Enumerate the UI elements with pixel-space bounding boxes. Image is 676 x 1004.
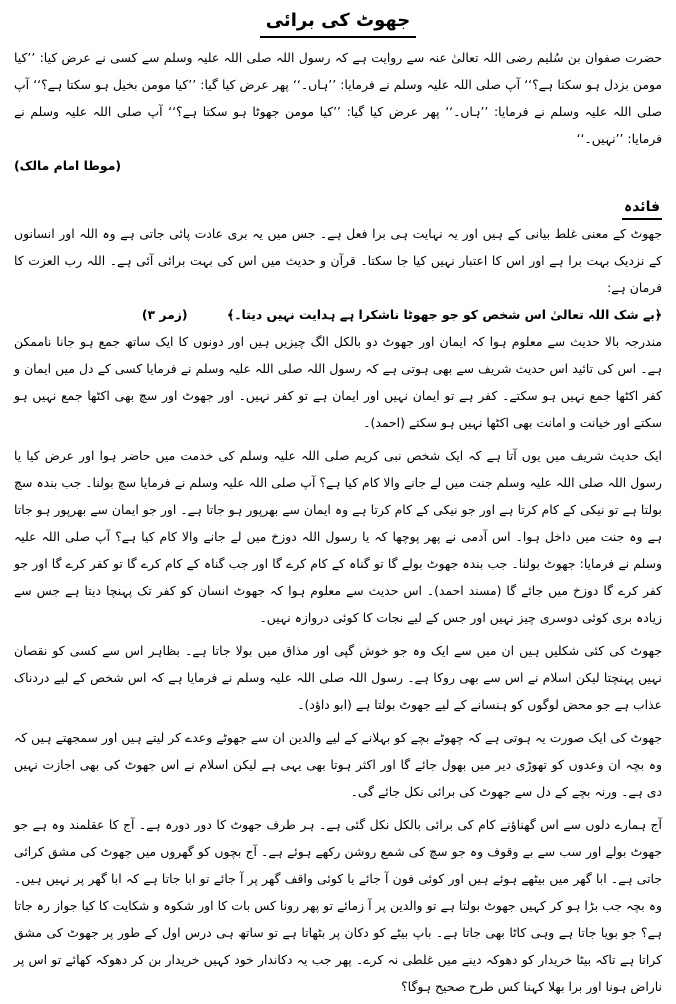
hadith-paragraph: حضرت صفوان بن سُلیم رضی اللہ تعالیٰ عنہ سے روایت ہے کہ رسول اللہ صلی اللہ علیہ وسلم سے کسی نے عرض کیا: ’’کیا مومن بزدل ہو سکتا ہے؟‘‘ آپ صلی اللہ علیہ وسلم نے فرمایا: ’’ہاں۔‘‘ پھر عرض کیا گیا: ’’کیا مومن بخیل ہو سکتا ہے؟‘‘ آپ صلی اللہ علیہ وسلم نے فرمایا: ’’ہاں۔‘‘ پھر عرض کیا گیا: ’’کیا مومن جھوٹا ہو سکتا ہے؟‘‘ آپ صلی اللہ علیہ وسلم نے فرمایا: ’’نہیں۔‘‘ (14, 50, 662, 146)
source-line (14, 152, 662, 179)
page-title: جھوٹ کی برائی (260, 6, 417, 38)
paragraph-4-reference: (ابو داؤد)۔ (297, 697, 352, 712)
title-container (14, 6, 662, 44)
explanation-paragraph-6: آج ہمارے دلوں سے اس گھناؤنے کام کی برائی بالکل نکل گئی ہے۔ ہر طرف جھوٹ کا دور دورہ ہے۔ آج کا عقلمند وہ ہے جو جھوٹ بولے اور سب سے بے وقوف وہ جو سچ کی شمع روشن رکھے ہوئے ہے۔ آج بچوں کو گھروں میں جھوٹ کی مشق کرائی جاتی ہے۔ ابا گھر میں بیٹھے ہوئے ہیں اور کوئی فون آ جائے یا کوئی واقف گھر پر آ جائے تو ابا جاتا ہے کہ ابا گھر پر نہیں ہیں۔ وہ بچہ جب بڑا ہو کر کہیں جھوٹ بولتا ہے تو والدین پر آ زمائے تو پھر رونا کس بات کا اور شکوہ و شکایت کا کیا جواز رہ جاتا ہے؟ جو بویا جاتا ہے وہی کاٹا بھی جاتا ہے۔ باپ بیٹے کو دکان پر بٹھاتا ہے تو ساتھ ہی درس اول کے طور پر جھوٹ کی مشق کراتا ہے تاکہ بیٹا خریدار کو دھوکہ دینے میں غلطی نہ کرے۔ پھر جب یہ دکاندار خود کہیں خریدار بن کر دھوکہ کھائے تو اس پر ناراض ہونا اور برا بھلا کہنا کس طرح صحیح ہوگا؟ (14, 817, 662, 994)
fawaid-heading: فائدہ (622, 196, 662, 220)
quran-verse: ﴿بے شک اللہ تعالیٰ اس شخص کو جو جھوٹا ناشکرا ہے ہدایت نہیں دیتا۔﴾ (226, 307, 662, 322)
paragraph-4-text: جھوٹ کی کئی شکلیں ہیں ان میں سے ایک وہ جو خوش گپی اور مذاق میں بولا جاتا ہے۔ بظاہر اس سے کسی کو نقصان نہیں پہنچتا لیکن اسلام نے اس سے بھی روکا ہے۔ رسول اللہ صلی اللہ علیہ وسلم نے فرمایا ہے کہ اس شخص کے لیے دردناک عذاب ہے جو محض لوگوں کو ہنسانے کے لیے جھوٹ بولتا ہے (14, 643, 662, 712)
explanation-paragraph-4 (14, 637, 662, 718)
hadith-source: (موطا امام مالک) (14, 158, 122, 173)
explanation-paragraph-1: جھوٹ کے معنی غلط بیانی کے ہیں اور یہ نہایت ہی برا فعل ہے۔ جس میں یہ بری عادت پائی جاتی ہے وہ اللہ اور انسانوں کے نزدیک بہت برا ہے اور اس کا اعتبار نہیں کیا جا سکتا۔ قرآن و حدیث میں اس کی بہت برائی آئی ہے۔ اللہ رب العزت کا فرمان ہے: (14, 226, 662, 295)
explanation-paragraph-5: جھوٹ کی ایک صورت یہ ہوتی ہے کہ چھوٹے بچے کو بہلانے کے لیے والدین ان سے جھوٹے وعدے کر لیتے ہیں اور سمجھتے ہیں کہ وہ بچہ ان وعدوں کو تھوڑی دیر میں بھول جائے گا اور اکثر ہوتا بھی یہی ہے لیکن اسلام نے اس جھوٹ کی بھی اجازت نہیں دی ہے۔ ورنہ بچے کے دل سے جھوٹ کی برائی نکل جائے گی۔ (14, 730, 662, 799)
explanation-paragraph-3: ایک حدیث شریف میں یوں آتا ہے کہ ایک شخص نبی کریم صلی اللہ علیہ وسلم کی خدمت میں حاضر ہوا اور عرض کیا یا رسول اللہ صلی اللہ علیہ وسلم جنت میں لے جانے والا کام کیا ہے؟ آپ صلی اللہ علیہ وسلم نے فرمایا سچ بولنا۔ جب بندہ سچ بولتا ہے تو نیکی کے کام کرتا ہے اور جو نیکی کے کام کرتا ہے وہ ایمان سے بھرپور ہو جاتا ہے۔ اور جو ایمان سے بھرپور ہو جاتا ہے وہ جنت میں داخل ہوا۔ اس آدمی نے پھر پوچھا کہ یا رسول اللہ دوزخ میں لے جانے والا کام کیا ہے؟ آپ صلی اللہ علیہ وسلم نے فرمایا: جھوٹ بولنا۔ جب بندہ جھوٹ بولے گا تو گناہ کے کام کرے گا اور جب گناہ کے کام کرے گا تو کفر کرے گا اور جو کفر کرے گا دوزخ میں جائے گا (مسند احمد)۔ اس حدیث سے معلوم ہوا کہ جھوٹ انسان کو کفر تک پہنچا دیتا ہے جس سے زیادہ بری کوئی دوسری چیز نہیں اور جس کے لیے نجات کا کوئی دروازہ نہیں۔ (14, 448, 662, 625)
explanation-paragraph-2: مندرجہ بالا حدیث سے معلوم ہوا کہ ایمان اور جھوٹ دو بالکل الگ چیزیں ہیں اور دونوں کا ایک ساتھ جمع ہو جانا ناممکن ہے۔ اس کی تائید اس حدیث شریف سے بھی ہوتی ہے کہ رسول اللہ صلی اللہ علیہ وسلم نے فرمایا کسی کے دل میں ایمان و کفر اکٹھا جمع نہیں ہو سکتے۔ کفر ہے تو ایمان نہیں اور ایمان ہے تو کفر نہیں۔ اور جھوٹ اور سچ بھی اکٹھا جمع نہیں ہو سکتے اور خیانت و امانت بھی اکٹھا نہیں ہو سکتے (احمد)۔ (14, 334, 662, 430)
document-page (14, 6, 662, 1000)
verse-reference: (زمر ۳) (141, 307, 188, 322)
fawaid-heading-container (14, 193, 662, 220)
verse-line (14, 301, 662, 328)
